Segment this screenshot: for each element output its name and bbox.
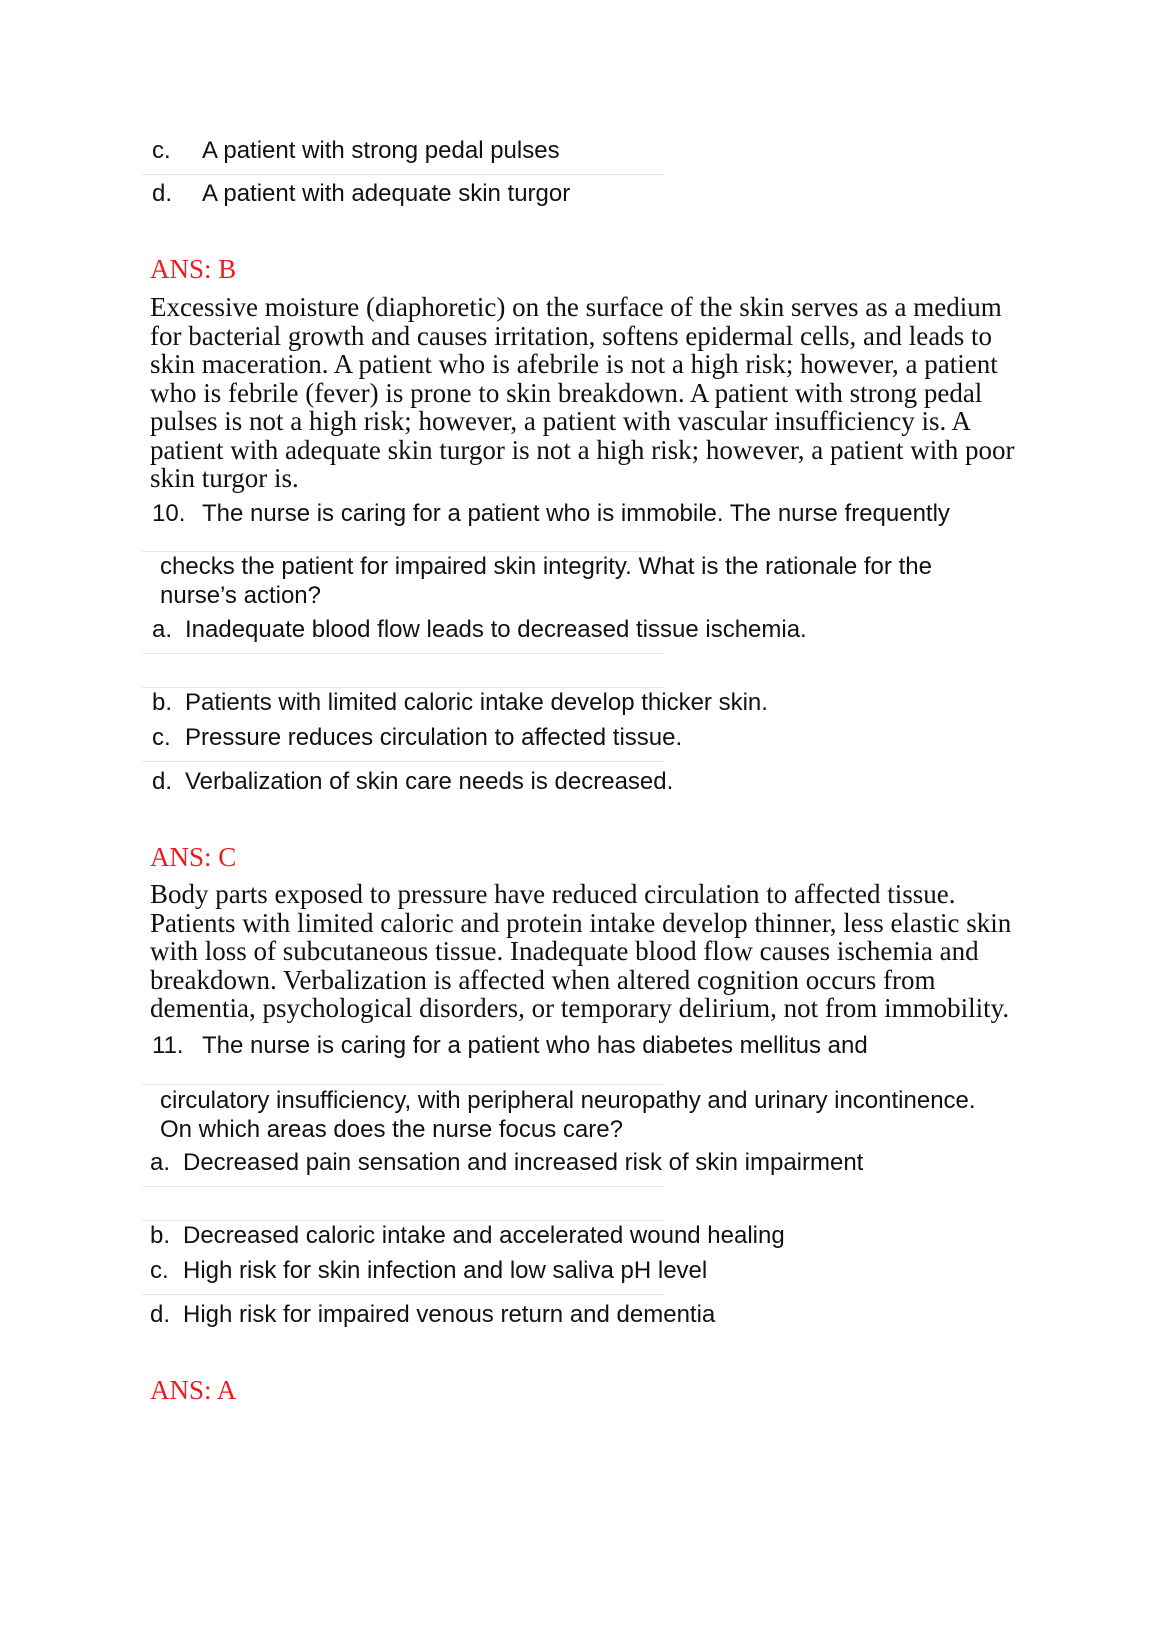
option-letter: d. [150,1301,171,1328]
question-stem-continued: checks the patient for impaired skin integrity. What is the rationale for the nurse’s action? [160,553,932,609]
option-letter: c. [150,1257,169,1284]
rationale-text: Body parts exposed to pressure have reduced circulation to affected tissue. Patients with limited caloric and protein intake develop thinner, less elastic skin with loss of subcutaneous tissue. Inadequate blood flow causes ischemia and breakdown. Verbalization is affected when altered cognition occurs from dementia, psychological disorders, or temporary delirium, not from immobility. [150,879,1012,1023]
option-letter: d. [152,180,173,207]
divider [142,761,664,762]
option-text: Verbalization of skin care needs is decreased. [185,768,674,795]
question-stem-first-line: The nurse is caring for a patient who has diabetes mellitus and [202,1032,868,1059]
option-d [152,179,570,209]
option-a [150,1148,863,1178]
option-text: Inadequate blood flow leads to decreased tissue ischemia. [185,616,807,643]
option-c [152,723,682,753]
option-letter: c. [152,137,171,164]
option-letter: c. [152,724,171,751]
option-c [152,136,560,166]
option-letter: a. [150,1149,171,1176]
question-stem [152,1031,868,1061]
question-stem [152,499,950,529]
option-text: A patient with strong pedal pulses [202,137,560,164]
option-letter: b. [150,1222,171,1249]
divider [142,653,664,654]
divider [142,1084,664,1085]
divider [142,1294,664,1295]
option-text: Pressure reduces circulation to affected tissue. [185,724,683,751]
question-stem-continued: circulatory insufficiency, with peripheral neuropathy and urinary incontinence. On which areas does the nurse focus care? [160,1087,976,1143]
divider [142,174,664,175]
option-letter: d. [152,768,173,795]
answer-label: ANS: A [150,1375,237,1405]
question-number: 11. [152,1032,184,1059]
answer-label: ANS: B [150,254,237,284]
question-number: 10. [152,500,186,527]
option-text: Patients with limited caloric intake develop thicker skin. [185,689,768,716]
option-text: Decreased pain sensation and increased risk of skin impairment [183,1149,864,1176]
option-text: High risk for impaired venous return and dementia [183,1301,716,1328]
option-letter: b. [152,689,173,716]
option-a [152,615,807,645]
option-text: High risk for skin infection and low saliva pH level [183,1257,708,1284]
option-b [150,1221,785,1251]
answer-label: ANS: C [150,842,237,872]
option-letter: a. [152,616,173,643]
option-c [150,1256,707,1286]
option-d [152,767,673,797]
option-text: A patient with adequate skin turgor [202,180,571,207]
option-b [152,688,768,718]
option-text: Decreased caloric intake and accelerated wound healing [183,1222,785,1249]
option-d [150,1300,715,1330]
rationale-text: Excessive moisture (diaphoretic) on the surface of the skin serves as a medium for bacterial growth and causes irritation, softens epidermal cells, and leads to skin maceration. A patient who is afebrile is not a high risk; however, a patient who is febrile (fever) is prone to skin breakdown. A patient with strong pedal pulses is not a high risk; however, a patient with vascular insufficiency is. A patient with adequate skin turgor is not a high risk; however, a patient with poor skin turgor is. [150,292,1015,493]
divider [142,1186,664,1187]
question-stem-first-line: The nurse is caring for a patient who is immobile. The nurse frequently [202,500,950,527]
